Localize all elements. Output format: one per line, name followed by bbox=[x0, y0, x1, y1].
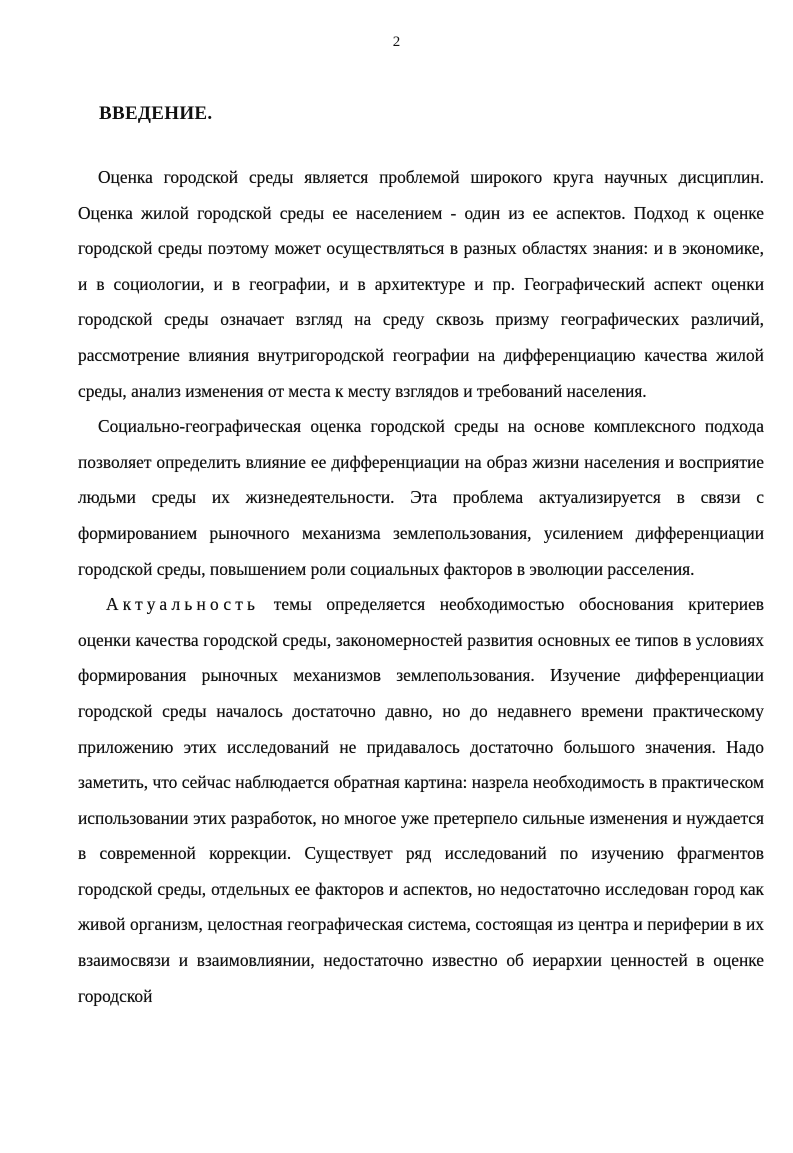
paragraph-relevance bbox=[78, 587, 764, 1014]
paragraph-social-geographic: Социально-географическая оценка городской среды на основе комплексного подхода позволяет определить влияние ее дифференциации на образ жизни населения и восприятие людьми среды их жизнедеятельности. Эта проблема актуализируется в связи с формированием рыночного механизма землепользования, усилением дифференциации городской среды, повышением роли социальных факторов в эволюции расселения. bbox=[78, 416, 764, 579]
relevance-text: темы определяется необходимостью обоснования критериев оценки качества городской среды, закономерностей развития основных ее типов в условиях формирования рыночных механизмов землепользования. Изучение дифференциации городской среды началось достаточно давно, но до недавнего времени практическому приложению этих исследований не придавалось достаточно большого значения. Надо заметить, что сейчас наблюдается обратная картина: назрела необходимость в практическом использовании этих разработок, но многое уже претерпело сильные изменения и нуждается в современной коррекции. Существует ряд исследований по изучению фрагментов городской среды, отдельных ее факторов и аспектов, но недостаточно исследован город как живой организм, целостная географическая система, состоящая из центра и периферии в их взаимосвязи и взаимовлиянии, недостаточно известно об иерархии ценностей в оценке городской bbox=[78, 594, 764, 1006]
page-number: 2 bbox=[392, 34, 401, 50]
relevance-emphasis: Актуальность bbox=[106, 594, 260, 615]
document-body bbox=[78, 160, 764, 1014]
section-heading: ВВЕДЕНИЕ. bbox=[99, 103, 213, 124]
paragraph-intro: Оценка городской среды является проблемой широкого круга научных дисциплин. Оценка жилой городской среды ее населением - один из ее аспектов. Подход к оценке городской среды поэтому может осуществляться в разных областях знания: и в экономике, и в социологии, и в географии, и в архитектуре и пр. Географический аспект оценки городской среды означает взгляд на среду сквозь призму географических различий, рассмотрение влияния внутригородской географии на дифференциацию качества жилой среды, анализ изменения от места к месту взглядов и требований населения. bbox=[78, 167, 764, 401]
